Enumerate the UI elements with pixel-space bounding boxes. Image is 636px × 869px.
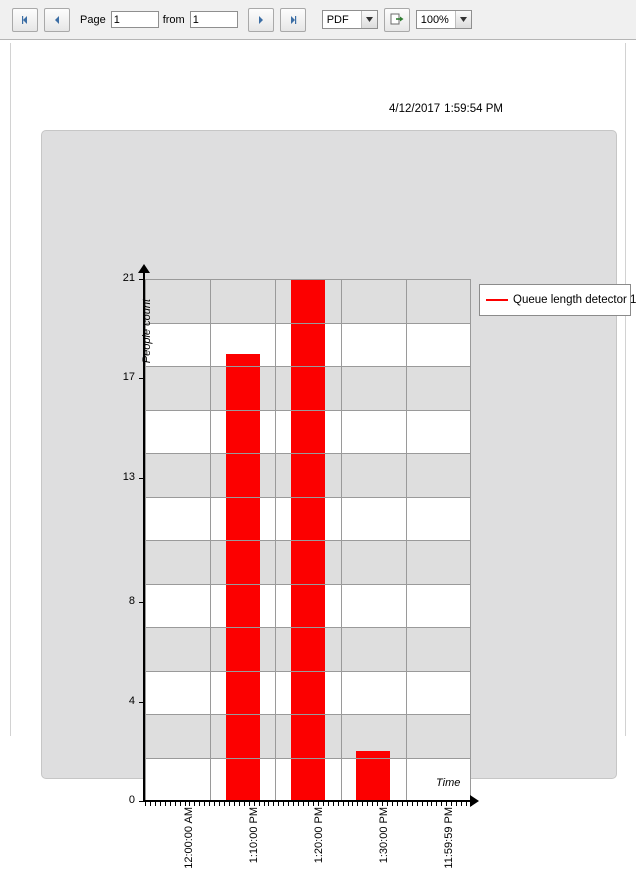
x-tick-mark xyxy=(273,802,274,806)
x-tick-mark xyxy=(160,802,161,806)
gridline-horizontal xyxy=(145,453,471,454)
y-axis-title: People count xyxy=(141,299,153,364)
chevron-down-icon-zoom xyxy=(455,11,471,28)
x-tick-mark xyxy=(145,802,146,806)
x-tick-mark xyxy=(451,802,452,806)
page-count-input[interactable] xyxy=(190,11,238,28)
y-tick-mark xyxy=(139,602,144,603)
x-tick-mark xyxy=(244,802,245,806)
x-tick-mark xyxy=(456,802,457,806)
x-tick-mark xyxy=(318,802,319,806)
x-tick-mark xyxy=(412,802,413,806)
chart-panel xyxy=(41,130,636,869)
gridline-horizontal xyxy=(145,758,471,759)
x-tick-label: 12:00:00 AM xyxy=(182,807,195,869)
gridline-horizontal xyxy=(145,323,471,324)
chart-legend xyxy=(479,284,636,316)
x-tick-mark xyxy=(194,802,195,806)
last-page-button[interactable] xyxy=(280,8,306,32)
y-tick-label: 13 xyxy=(122,470,135,483)
x-tick-mark xyxy=(328,802,329,806)
first-page-icon xyxy=(19,14,31,26)
export-icon xyxy=(390,13,404,26)
report-timestamp-date: 4/12/2017 xyxy=(389,103,441,115)
previous-page-button[interactable] xyxy=(44,8,70,32)
x-tick-mark xyxy=(234,802,235,806)
x-tick-mark xyxy=(402,802,403,806)
x-tick-mark xyxy=(150,802,151,806)
chevron-down-icon xyxy=(361,11,377,28)
gridline-horizontal xyxy=(145,584,471,585)
y-tick-label: 17 xyxy=(122,371,135,384)
x-tick-mark xyxy=(259,802,260,806)
x-tick-label: 1:10:00 PM xyxy=(247,807,260,864)
x-tick-mark xyxy=(431,802,432,806)
x-tick-mark xyxy=(209,802,210,806)
y-axis-arrow xyxy=(138,264,150,273)
gridline-horizontal xyxy=(145,714,471,715)
first-page-button[interactable] xyxy=(12,8,38,32)
x-tick-mark xyxy=(422,802,423,806)
x-tick-mark xyxy=(466,802,467,806)
report-timestamp xyxy=(389,103,503,115)
x-tick-mark xyxy=(333,802,334,806)
gridline-horizontal xyxy=(145,627,471,628)
y-tick-mark xyxy=(139,279,144,280)
x-tick-mark xyxy=(268,802,269,806)
x-tick-mark xyxy=(308,802,309,806)
y-tick-mark xyxy=(139,378,144,379)
x-tick-mark xyxy=(264,802,265,806)
x-tick-mark xyxy=(229,802,230,806)
x-tick-label: 11:59:59 PM xyxy=(443,807,456,869)
export-button[interactable] xyxy=(384,8,410,32)
x-tick-mark xyxy=(372,802,373,806)
x-tick-mark xyxy=(239,802,240,806)
x-tick-mark xyxy=(165,802,166,806)
x-tick-mark xyxy=(357,802,358,806)
zoom-value: 100% xyxy=(420,13,449,26)
x-tick-mark xyxy=(254,802,255,806)
x-tick-mark xyxy=(155,802,156,806)
y-tick-mark xyxy=(139,702,144,703)
legend-swatch-series-1 xyxy=(486,299,508,301)
page-number-input[interactable] xyxy=(111,11,159,28)
x-tick-label: 1:20:00 PM xyxy=(313,807,325,864)
legend-label-series-1: Queue length detector 1 xyxy=(513,294,636,306)
x-tick-mark xyxy=(471,802,472,806)
x-tick-mark xyxy=(397,802,398,806)
gridline-horizontal xyxy=(145,410,471,411)
page-label: Page xyxy=(80,13,106,26)
next-page-button[interactable] xyxy=(248,8,274,32)
gridline-horizontal xyxy=(145,279,471,280)
x-tick-mark xyxy=(199,802,200,806)
x-tick-mark xyxy=(392,802,393,806)
y-tick-mark xyxy=(139,478,144,479)
x-tick-mark xyxy=(313,802,314,806)
x-tick-mark xyxy=(427,802,428,806)
chart-bar xyxy=(356,751,390,801)
gridline-horizontal xyxy=(145,671,471,672)
x-tick-mark xyxy=(185,802,186,806)
chart-bar xyxy=(226,354,260,801)
last-page-icon xyxy=(287,14,299,26)
x-tick-mark xyxy=(387,802,388,806)
export-format-select[interactable] xyxy=(322,10,378,29)
x-tick-mark xyxy=(219,802,220,806)
x-tick-mark xyxy=(170,802,171,806)
x-tick-mark xyxy=(293,802,294,806)
export-format-value: PDF xyxy=(326,13,349,26)
x-tick-mark xyxy=(180,802,181,806)
y-tick-mark xyxy=(139,801,144,802)
x-tick-mark xyxy=(288,802,289,806)
x-tick-mark xyxy=(367,802,368,806)
report-toolbar xyxy=(0,0,636,40)
previous-page-icon xyxy=(51,14,63,26)
x-tick-mark xyxy=(382,802,383,806)
x-tick-mark xyxy=(283,802,284,806)
x-tick-mark xyxy=(377,802,378,806)
report-canvas xyxy=(0,41,636,869)
x-tick-mark xyxy=(224,802,225,806)
x-tick-mark xyxy=(417,802,418,806)
x-tick-mark xyxy=(303,802,304,806)
x-tick-mark xyxy=(214,802,215,806)
y-tick-label: 0 xyxy=(128,794,135,806)
x-axis-title: Time xyxy=(436,777,461,789)
x-tick-mark xyxy=(249,802,250,806)
x-tick-mark xyxy=(446,802,447,806)
report-timestamp-time: 1:59:54 PM xyxy=(444,103,503,115)
x-tick-mark xyxy=(348,802,349,806)
x-tick-mark xyxy=(204,802,205,806)
x-tick-mark xyxy=(436,802,437,806)
y-tick-label: 8 xyxy=(128,595,135,608)
gridline-horizontal xyxy=(145,497,471,498)
y-tick-label: 4 xyxy=(128,694,135,707)
x-tick-mark xyxy=(298,802,299,806)
x-tick-label: 1:30:00 PM xyxy=(378,807,391,864)
y-tick-label: 21 xyxy=(122,272,135,284)
x-tick-mark xyxy=(343,802,344,806)
x-tick-mark xyxy=(407,802,408,806)
chart-plot-area xyxy=(145,279,471,801)
x-tick-mark xyxy=(323,802,324,806)
x-tick-mark xyxy=(362,802,363,806)
next-page-icon xyxy=(255,14,267,26)
x-tick-mark xyxy=(352,802,353,806)
x-tick-mark xyxy=(278,802,279,806)
x-tick-mark xyxy=(338,802,339,806)
gridline-horizontal xyxy=(145,540,471,541)
x-tick-mark xyxy=(175,802,176,806)
from-label: from xyxy=(162,13,185,26)
x-tick-mark xyxy=(189,802,190,806)
gridline-horizontal xyxy=(145,366,471,367)
x-tick-mark xyxy=(461,802,462,806)
zoom-select[interactable] xyxy=(416,10,472,29)
x-tick-mark xyxy=(441,802,442,806)
